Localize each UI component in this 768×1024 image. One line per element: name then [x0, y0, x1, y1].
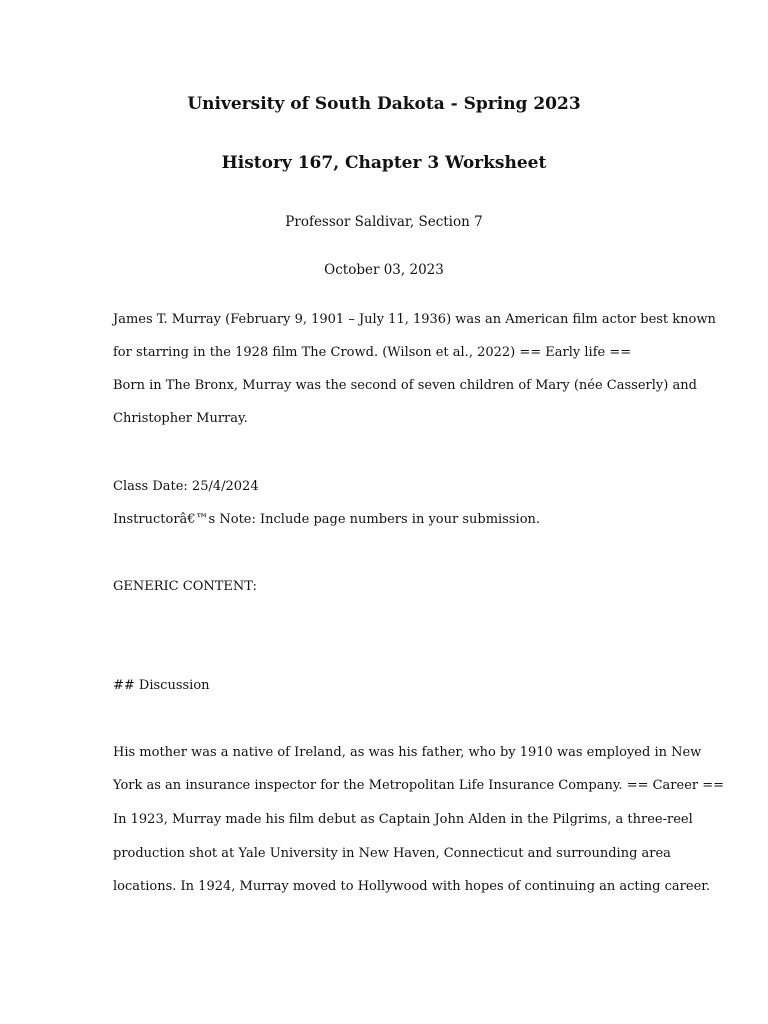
intro-line-3: Born in The Bronx, Murray was the second of seven children of Mary (née Casserly) and [113, 378, 697, 393]
discussion-line-4: production shot at Yale University in New Haven, Connecticut and surrounding area [113, 846, 671, 861]
discussion-heading: ## Discussion [113, 678, 210, 693]
generic-content-label: GENERIC CONTENT: [113, 579, 257, 594]
intro-line-4: Christopher Murray. [113, 411, 248, 426]
discussion-line-5: locations. In 1924, Murray moved to Hollywood with hopes of continuing an acting career. [113, 879, 711, 894]
document-date: October 03, 2023 [324, 262, 444, 278]
instructor-note: Instructorâ€™s Note: Include page numbers in your submission. [113, 512, 541, 527]
university-heading: University of South Dakota - Spring 2023 [187, 94, 581, 114]
discussion-line-1: His mother was a native of Ireland, as was his father, who by 1910 was employed in New [113, 745, 702, 760]
class-date: Class Date: 25/4/2024 [113, 479, 259, 494]
discussion-line-2: York as an insurance inspector for the Metropolitan Life Insurance Company. == Career == [113, 778, 725, 793]
worksheet-title: History 167, Chapter 3 Worksheet [221, 153, 547, 173]
discussion-line-3: In 1923, Murray made his film debut as Captain John Alden in the Pilgrims, a three-reel [113, 812, 693, 827]
professor-line: Professor Saldivar, Section 7 [285, 214, 483, 230]
intro-line-1: James T. Murray (February 9, 1901 – July 11, 1936) was an American film actor best known [113, 312, 716, 327]
intro-line-2: for starring in the 1928 film The Crowd. (Wilson et al., 2022) == Early life == [113, 345, 632, 360]
